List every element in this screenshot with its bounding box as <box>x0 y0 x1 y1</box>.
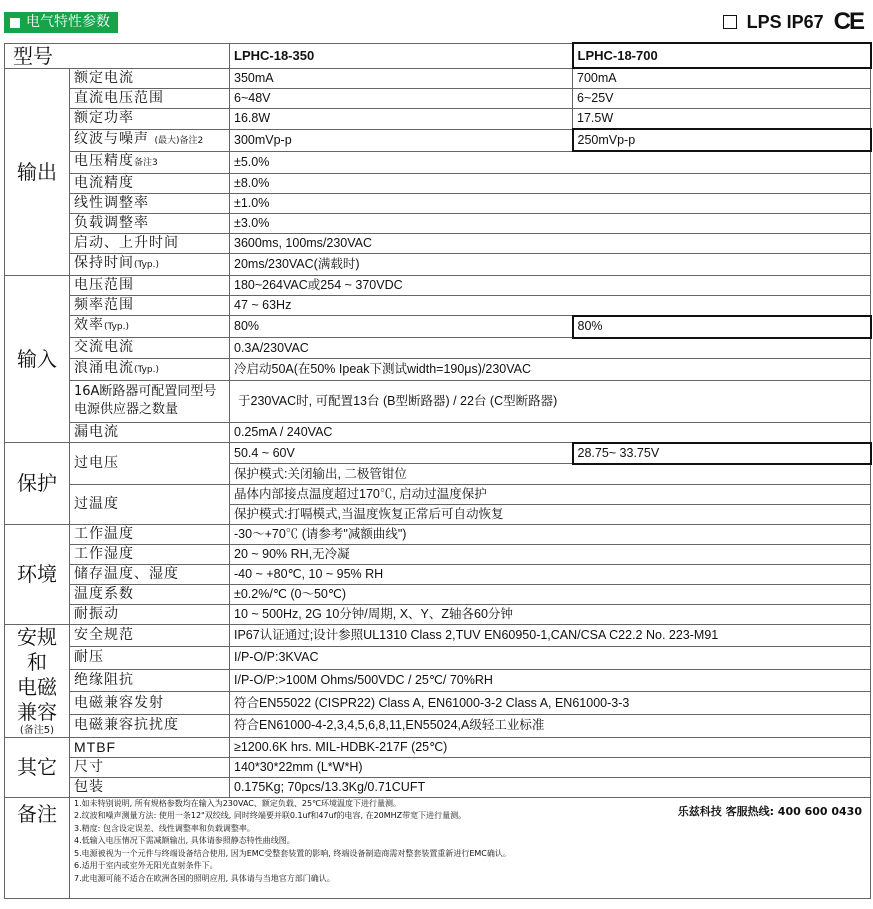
value-a: 6~48V <box>230 89 573 109</box>
value-a: 350mA <box>230 68 573 89</box>
row-label-note: 备注3 <box>134 157 158 168</box>
square-bullet-icon <box>10 18 20 28</box>
table-row <box>5 777 871 797</box>
table-row <box>5 524 871 544</box>
row-label <box>70 151 230 173</box>
value: 10 ~ 500Hz, 2G 10分钟/周期, X、Y、Z轴各60分钟 <box>230 604 871 624</box>
row-label-note: (Typ.) <box>134 364 160 375</box>
row-label: 储存温度、湿度 <box>70 564 230 584</box>
table-row <box>5 669 871 692</box>
row-label: 电磁兼容抗扰度 <box>70 714 230 737</box>
table-row <box>5 584 871 604</box>
checkbox-square-icon <box>723 15 737 29</box>
table-row <box>5 647 871 670</box>
row-label <box>70 129 230 151</box>
value: I/P-O/P:3KVAC <box>230 647 871 670</box>
value-b: 17.5W <box>573 109 871 130</box>
value-b: 28.75~ 33.75V <box>573 443 871 464</box>
row-label: 额定功率 <box>70 109 230 130</box>
table-row <box>5 624 871 647</box>
value: 0.175Kg; 70pcs/13.3Kg/0.71CUFT <box>230 777 871 797</box>
row-label-text: 浪涌电流 <box>74 359 134 376</box>
value-b: 6~25V <box>573 89 871 109</box>
category-input: 输入 <box>5 275 70 443</box>
row-label: 16A断路器可配置同型号电源供应器之数量 <box>70 380 230 422</box>
note-line: 2.纹波和噪声测量方法: 使用一条12"双绞线, 同时终端要并联0.1uf和47uf的电容, 在20MHZ带宽下进行量测。 <box>74 811 467 820</box>
value: ±3.0% <box>230 213 871 233</box>
value: 20 ~ 90% RH,无冷凝 <box>230 544 871 564</box>
note-line: 5.电源被视为一个元件与终端设备结合使用, 因为EMC受整套装置的影响, 终端设备制造商需对整套装置重新进行EMC确认。 <box>74 848 511 858</box>
category-output: 输出 <box>5 68 70 275</box>
row-label: 绝缘阻抗 <box>70 669 230 692</box>
value: -40 ~ +80℃, 10 ~ 95% RH <box>230 564 871 584</box>
table-row <box>5 233 871 253</box>
value: 0.25mA / 240VAC <box>230 422 871 443</box>
row-label: 启动、上升时间 <box>70 233 230 253</box>
table-row <box>5 109 871 130</box>
model-a: LPHC-18-350 <box>230 43 573 68</box>
table-row <box>5 692 871 715</box>
notes-cell <box>70 797 871 898</box>
row-label: 负载调整率 <box>70 213 230 233</box>
value: I/P-O/P:>100M Ohms/500VDC / 25℃/ 70%RH <box>230 669 871 692</box>
table-row <box>5 422 871 443</box>
table-row <box>5 129 871 151</box>
value: 47 ~ 63Hz <box>230 295 871 316</box>
table-row <box>5 380 871 422</box>
row-label: 漏电流 <box>70 422 230 443</box>
category-environment: 环境 <box>5 524 70 624</box>
row-label <box>70 316 230 338</box>
value: 于230VAC时, 可配置13台 (B型断路器) / 22台 (C型断路器) <box>230 380 871 422</box>
value: 180~264VAC或254 ~ 370VDC <box>230 275 871 295</box>
category-others: 其它 <box>5 737 70 797</box>
row-label-note: (Typ.) <box>134 259 160 270</box>
row-label: 耐压 <box>70 647 230 670</box>
row-label: 过温度 <box>70 484 230 524</box>
table-row <box>5 757 871 777</box>
table-row <box>5 173 871 193</box>
value-a: 16.8W <box>230 109 573 130</box>
value-a: 300mVp-p <box>230 129 573 151</box>
spec-table <box>4 42 872 899</box>
value-b: 250mVp-p <box>573 129 871 151</box>
value: 0.3A/230VAC <box>230 338 871 359</box>
row-label-text: 电压精度 <box>74 152 134 169</box>
table-row <box>5 151 871 173</box>
value: ±1.0% <box>230 193 871 213</box>
row-label: 线性调整率 <box>70 193 230 213</box>
table-row <box>5 338 871 359</box>
table-row <box>5 604 871 624</box>
table-row <box>5 484 871 504</box>
table-row <box>5 737 871 757</box>
row-label: 电磁兼容发射 <box>70 692 230 715</box>
hotline: 乐兹科技 客服热线: 400 600 0430 <box>677 804 862 818</box>
section-title <box>4 12 118 33</box>
value: IP67认证通过;设计参照UL1310 Class 2,TUV EN60950-1,CAN/CSA C22.2 No. 223-M91 <box>230 624 871 647</box>
row-label: 过电压 <box>70 443 230 485</box>
header <box>0 0 873 42</box>
row-label: 电压范围 <box>70 275 230 295</box>
row-label: 包装 <box>70 777 230 797</box>
row-label: 尺寸 <box>70 757 230 777</box>
category-line: 安规和 <box>17 624 57 674</box>
value: ≥1200.6K hrs. MIL-HDBK-217F (25℃) <box>230 737 871 757</box>
table-row <box>5 443 871 464</box>
note-line: 6.适用于室内或室外无阳光直射条件下。 <box>74 861 218 870</box>
note-line: 3.精度: 包含设定误差、线性调整率和负载调整率。 <box>74 823 255 833</box>
value: 20ms/230VAC(满载时) <box>230 253 871 275</box>
section-title-text: 电气特性参数 <box>26 14 110 30</box>
table-row <box>5 89 871 109</box>
table-row <box>5 68 871 89</box>
value-a: 50.4 ~ 60V <box>230 443 573 464</box>
table-row <box>5 358 871 380</box>
table-row <box>5 253 871 275</box>
value-b: 80% <box>573 316 871 338</box>
row-label: 直流电压范围 <box>70 89 230 109</box>
value: ±0.2%/℃ (0〜50℃) <box>230 584 871 604</box>
row-label: 温度系数 <box>70 584 230 604</box>
table-row <box>5 295 871 316</box>
certifications <box>723 8 863 36</box>
value: 符合EN61000-4-2,3,4,5,6,8,11,EN55024,A级轻工业标准 <box>230 714 871 737</box>
row-label <box>70 358 230 380</box>
value: -30〜+70℃ (请参考"减额曲线") <box>230 524 871 544</box>
row-label: 交流电流 <box>70 338 230 359</box>
table-row <box>5 316 871 338</box>
model-b: LPHC-18-700 <box>573 43 871 68</box>
row-label: 安全规范 <box>70 624 230 647</box>
value: ±8.0% <box>230 173 871 193</box>
category-notes: 备注 <box>5 797 70 898</box>
value: 保护模式:关闭输出, 二极管钳位 <box>230 464 871 485</box>
row-label: 耐振动 <box>70 604 230 624</box>
value: 140*30*22mm (L*W*H) <box>230 757 871 777</box>
note-line: 7.此电源可能不适合在欧洲各国的照明应用, 具体请与当地官方部门确认。 <box>74 873 335 883</box>
note-line: 1.如未特别说明, 所有规格参数均在输入为230VAC、额定负载、25℃环境温度下进行量测。 <box>74 798 402 808</box>
category-line: 电磁 <box>17 674 57 699</box>
category-note: (备注5) <box>19 724 55 736</box>
table-row <box>5 193 871 213</box>
table-row <box>5 275 871 295</box>
note-line: 4.低输入电压情况下需减额输出, 具体请参照静态特性曲线图。 <box>74 836 295 845</box>
row-label-text: 保持时间 <box>74 254 134 271</box>
row-label-note: (最大)备注2 <box>154 135 204 146</box>
category-protection: 保护 <box>5 443 70 525</box>
table-row <box>5 714 871 737</box>
row-label: 工作温度 <box>70 524 230 544</box>
value: 晶体内部接点温度超过170℃, 启动过温度保护 <box>230 484 871 504</box>
value: ±5.0% <box>230 151 871 173</box>
row-label: 电流精度 <box>70 173 230 193</box>
ce-mark: CE <box>833 8 863 35</box>
row-label-note: (Typ.) <box>104 322 130 332</box>
model-label: 型号 <box>5 43 230 68</box>
category-line: 兼容 <box>17 699 57 724</box>
value-b: 700mA <box>573 68 871 89</box>
row-label <box>70 253 230 275</box>
value: 冷启动50A(在50% Ipeak下测试width=190μs)/230VAC <box>230 358 871 380</box>
row-label: 频率范围 <box>70 295 230 316</box>
row-label: MTBF <box>70 737 230 757</box>
row-label-text: 效率 <box>74 317 104 333</box>
row-label: 额定电流 <box>70 68 230 89</box>
category-safety-emc <box>5 624 70 737</box>
row-label: 工作湿度 <box>70 544 230 564</box>
notes-row <box>5 797 871 898</box>
value: 3600ms, 100ms/230VAC <box>230 233 871 253</box>
table-row <box>5 213 871 233</box>
cert-text: LPS IP67 <box>746 11 824 32</box>
table-row <box>5 564 871 584</box>
value: 符合EN55022 (CISPR22) Class A, EN61000-3-2 Class A, EN61000-3-3 <box>230 692 871 715</box>
value: 保护模式:打嗝模式,当温度恢复正常后可自动恢复 <box>230 504 871 524</box>
value-a: 80% <box>230 316 573 338</box>
row-label-text: 纹波与噪声 <box>74 130 149 147</box>
table-row <box>5 544 871 564</box>
model-row <box>5 43 871 68</box>
